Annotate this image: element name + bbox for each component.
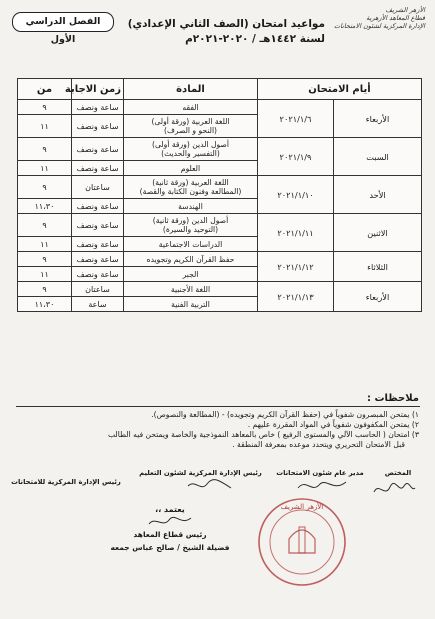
head-title: رئيس قطاع المعاهد [133, 530, 207, 539]
subject-line-1: أصول الدين (ورقة أولى) [152, 140, 229, 149]
subject-cell: العلوم [124, 161, 258, 176]
table-row [18, 282, 422, 297]
from-cell: ١١ [18, 267, 72, 282]
org-line-2: قطاع المعاهد الأزهرية [366, 14, 425, 22]
duration-cell: ساعة ونصف [72, 199, 124, 214]
page-title: مواعيد امتحان (الصف الثاني الإعدادي) [127, 18, 325, 30]
date-cell: ٢٠٢١/١/٩ [258, 138, 334, 176]
from-cell: ١١ [18, 115, 72, 138]
from-cell: ١١،٣٠ [18, 199, 72, 214]
duration-cell: ساعة ونصف [72, 267, 124, 282]
subject-cell [124, 115, 258, 138]
official-stamp [255, 495, 350, 590]
duration-cell: ساعة ونصف [72, 237, 124, 252]
term-badge: الفصل الدراسي الأول [12, 12, 114, 32]
from-cell: ٩ [18, 282, 72, 297]
org-line-3: الإدارة المركزية لشئون الامتحانات [334, 22, 425, 30]
col-from: من [18, 79, 72, 100]
subject-cell: الجبر [124, 267, 258, 282]
col-subject: المادة [124, 79, 258, 100]
notes-title: ملاحظات : [366, 393, 419, 404]
table-row [18, 176, 422, 199]
notes-divider [16, 406, 420, 407]
col-duration: زمن الاجابة [72, 79, 124, 100]
subject-line-2: (التوحيد والسيرة) [162, 225, 219, 234]
specialist-signature-mark [371, 478, 417, 500]
duration-cell: ساعتان [72, 282, 124, 297]
table-row [18, 138, 422, 161]
subject-line-1: اللغة العربية (ورقة ثانية) [152, 178, 229, 187]
date-cell: ٢٠٢١/١/١٣ [258, 282, 334, 312]
from-cell: ١١ [18, 237, 72, 252]
from-cell: ٩ [18, 252, 72, 267]
subject-cell [124, 176, 258, 199]
subject-cell [124, 138, 258, 161]
subject-line-1: اللغة العربية (ورقة أولى) [151, 117, 230, 126]
notes-list [15, 410, 419, 450]
subject-cell: اللغة الأجنبية [124, 282, 258, 297]
from-cell: ٩ [18, 100, 72, 115]
note-3: ٣) امتحان ( الحاسب الآلي والمستوى الرفيع ) خاص بالمعاهد النموذجية والخاصة ويمتحن فيه الطالب [107, 430, 419, 439]
duration-cell: ساعة ونصف [72, 252, 124, 267]
day-cell: السبت [334, 138, 422, 176]
table-row [18, 100, 422, 115]
day-cell: الثلاثاء [334, 252, 422, 282]
from-cell: ٩ [18, 214, 72, 237]
subject-cell: التربية الفنية [124, 297, 258, 312]
duration-cell: ساعة ونصف [72, 214, 124, 237]
note-3-continued: قبل الامتحان التحريري ويتحدد موعده بمعرفة المنطقة . [232, 440, 405, 449]
subject-cell: الدراسات الاجتماعية [124, 237, 258, 252]
organization-header [315, 6, 425, 30]
duration-cell: ساعة ونصف [72, 161, 124, 176]
date-cell: ٢٠٢١/١/١١ [258, 214, 334, 252]
from-cell: ١١ [18, 161, 72, 176]
date-cell: ٢٠٢١/١/٦ [258, 100, 334, 138]
date-cell: ٢٠٢١/١/١٢ [258, 252, 334, 282]
table-row [18, 214, 422, 237]
academic-year: لسنة ١٤٤٢هـ / ٢٠٢٠-٢٠٢١م [185, 33, 325, 45]
subject-cell: حفظ القرآن الكريم وتجويده [124, 252, 258, 267]
head-signature-mark [145, 514, 195, 530]
duration-cell: ساعة ونصف [72, 100, 124, 115]
from-cell: ١١،٣٠ [18, 297, 72, 312]
schedule-table [17, 78, 422, 312]
duration-cell: ساعتان [72, 176, 124, 199]
note-1: ١) يمتحن المبصرون شفوياً في (حفظ القرآن الكريم وتجويده) - (المطالعة والنصوص). [151, 410, 419, 419]
subject-cell [124, 214, 258, 237]
approval-label: يعتمد ،، [155, 505, 185, 514]
duration-cell: ساعة [72, 297, 124, 312]
from-cell: ٩ [18, 138, 72, 161]
signature-education-head: رئيس الإدارة المركزية لشئون التعليم [139, 469, 262, 477]
head-name: فضيلة الشيخ / صالح عباس جمعه [110, 543, 230, 552]
stamp-text: الأزهر الشريف [280, 503, 324, 511]
subject-line-2: (التفسير والحديث) [161, 149, 220, 158]
subject-cell: الفقه [124, 100, 258, 115]
date-cell: ٢٠٢١/١/١٠ [258, 176, 334, 214]
org-line-1: الأزهر الشريف [385, 6, 425, 14]
subject-line-2: (النحو و الصرف) [163, 126, 218, 135]
day-cell: الأربعاء [334, 100, 422, 138]
day-cell: الأربعاء [334, 282, 422, 312]
director-signature-mark [294, 476, 350, 496]
subject-cell: الهندسة [124, 199, 258, 214]
from-cell: ٩ [18, 176, 72, 199]
subject-line-2: (المطالعة وفنون الكتابة والقصة) [139, 187, 242, 196]
signature-exams-director: مدير عام شئون الامتحانات [276, 469, 364, 477]
day-cell: الاثنين [334, 214, 422, 252]
table-header-row [18, 79, 422, 100]
education-head-signature-mark [185, 476, 235, 496]
signature-specialist: المختص [384, 469, 412, 477]
duration-cell: ساعة ونصف [72, 138, 124, 161]
signature-exams-head: رئيس الإدارة المركزية للامتحانات [11, 478, 121, 486]
day-cell: الأحد [334, 176, 422, 214]
note-2: ٢) يمتحن المكفوفون شفوياً في المواد المقررة عليهم . [247, 420, 419, 429]
col-exam-days: أيام الامتحان [258, 79, 422, 100]
table-row [18, 252, 422, 267]
duration-cell: ساعة ونصف [72, 115, 124, 138]
subject-line-1: أصول الدين (ورقة ثانية) [152, 216, 229, 225]
